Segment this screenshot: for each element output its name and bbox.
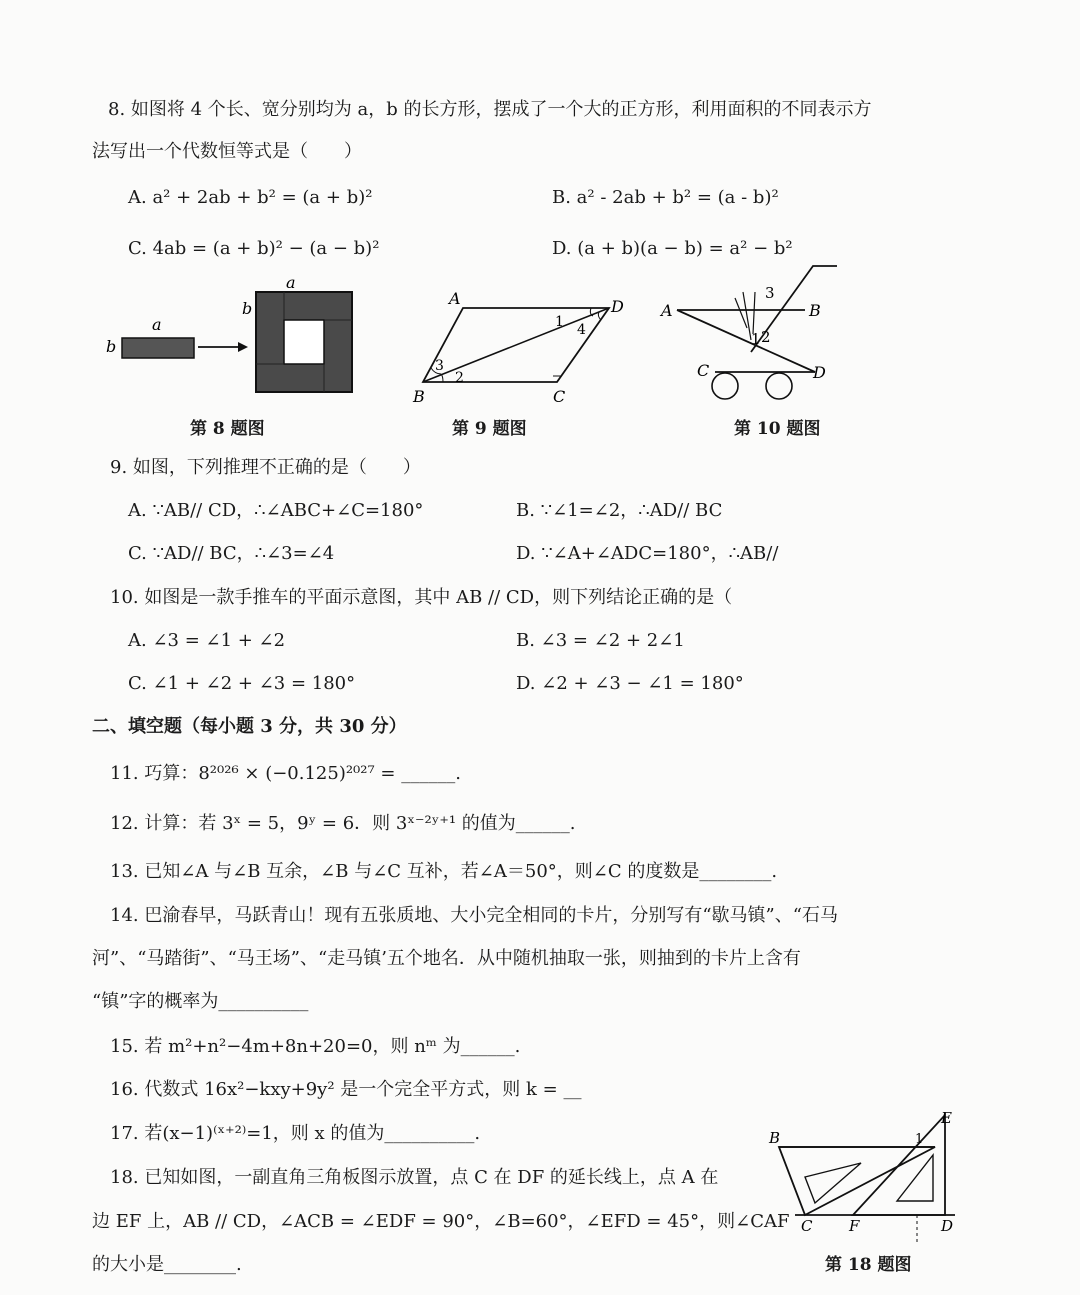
q18-line2: 边 EF 上，AB // CD，∠ACB = ∠EDF = 90°，∠B=60°，∠EFD = 45°，则∠CAF <box>92 1211 790 1232</box>
fig8-label-b-small: b <box>106 337 117 356</box>
fig18-label-e: E <box>941 1109 952 1127</box>
arrow-head-icon <box>238 342 248 352</box>
triangle-abc <box>779 1147 935 1215</box>
q10-option-b: B. ∠3 = ∠2 + 2∠1 <box>516 630 685 651</box>
diagonal-bd <box>423 308 609 382</box>
figure-9 <box>405 290 630 410</box>
inner-square-hole <box>284 320 324 364</box>
q16-text: 16. 代数式 16x²−kxy+9y² 是一个完全平方式，则 k = __ <box>110 1079 582 1100</box>
q14-line3: “镇”字的概率为__________ <box>92 991 309 1012</box>
fig9-caption: 第 9 题图 <box>452 419 527 439</box>
figure-10 <box>655 262 845 412</box>
fig10-label-b: B <box>809 301 821 320</box>
q8-option-a: A. a² + 2ab + b² = (a + b)² <box>128 187 373 208</box>
q9-stem: 9. 如图，下列推理不正确的是（ ） <box>110 457 421 478</box>
fig18-label-f: F <box>849 1217 860 1235</box>
right-wheel <box>766 373 792 399</box>
section-2-title: 二、填空题（每小题 3 分，共 30 分） <box>92 716 407 737</box>
q15-text: 15. 若 m²+n²−4m+8n+20=0，则 nᵐ 为______. <box>110 1036 521 1057</box>
q9-option-d: D. ∵∠A+∠ADC=180°，∴AB// <box>516 543 779 564</box>
inner-cutout-abc <box>805 1163 861 1203</box>
figure-8 <box>100 270 370 410</box>
q10-stem: 10. 如图是一款手推车的平面示意图，其中 AB // CD，则下列结论正确的是（ <box>110 587 733 608</box>
q8-stem-line1: 8. 如图将 4 个长、宽分别均为 a，b 的长方形，摆成了一个大的正方形，利用面积的不同表示方 <box>108 99 872 120</box>
fig18-label-d: D <box>941 1217 954 1235</box>
fig18-label-c: C <box>801 1217 813 1235</box>
q8-option-c: C. 4ab = (a + b)² − (a − b)² <box>128 238 380 259</box>
fig9-angle-4: 4 <box>577 322 586 338</box>
fig9-label-c: C <box>553 387 566 406</box>
q10-option-a: A. ∠3 = ∠1 + ∠2 <box>128 630 286 651</box>
fig8-label-b-big: b <box>242 299 253 318</box>
small-rectangle <box>122 338 194 358</box>
fig8-caption: 第 8 题图 <box>190 419 265 439</box>
fig18-angle-1: 1 <box>915 1132 924 1147</box>
q9-option-c: C. ∵AD// BC，∴∠3=∠4 <box>128 543 335 564</box>
q12-text: 12. 计算：若 3ˣ = 5，9ʸ = 6．则 3ˣ⁻²ʸ⁺¹ 的值为______. <box>110 813 576 834</box>
fig9-label-a: A <box>449 290 461 308</box>
fig10-label-a: A <box>661 301 673 320</box>
fig10-label-c: C <box>697 361 710 380</box>
fig9-angle-3: 3 <box>435 358 444 374</box>
fig10-angle-3: 3 <box>765 284 775 302</box>
fig8-label-a-small: a <box>152 315 162 334</box>
q8-stem-line2: 法写出一个代数恒等式是（ ） <box>92 141 362 162</box>
fig10-angle-2: 2 <box>761 328 771 346</box>
q13-text: 13. 已知∠A 与∠B 互余，∠B 与∠C 互补，若∠A＝50°，则∠C 的度数是________. <box>110 861 778 882</box>
fig9-label-d: D <box>611 297 624 316</box>
fig18-caption: 第 18 题图 <box>825 1255 912 1275</box>
fig8-label-a-big: a <box>286 273 296 292</box>
triangle-def <box>853 1115 945 1215</box>
q17-text: 17. 若(x−1)⁽ˣ⁺²⁾=1，则 x 的值为__________. <box>110 1123 481 1144</box>
fig10-caption: 第 10 题图 <box>734 419 821 439</box>
q10-option-c: C. ∠1 + ∠2 + ∠3 = 180° <box>128 673 356 694</box>
fig10-angle-1: 1 <box>751 330 761 348</box>
q14-line2: 河”、“马踏街”、“马王场”、“走马镇’五个地名．从中随机抽取一张，则抽到的卡片上含有 <box>92 948 801 969</box>
fig9-angle-2: 2 <box>455 370 464 386</box>
q11-text: 11. 巧算：8²⁰²⁶ × (−0.125)²⁰²⁷ = ______. <box>110 763 461 784</box>
q18-line3: 的大小是________. <box>92 1254 242 1275</box>
left-wheel <box>712 373 738 399</box>
q14-line1: 14. 巴渝春早，马跃青山！现有五张质地、大小完全相同的卡片，分别写有“歇马镇”、“石马 <box>110 905 838 926</box>
q9-option-a: A. ∵AB// CD，∴∠ABC+∠C=180° <box>128 500 424 521</box>
q8-option-b: B. a² - 2ab + b² = (a - b)² <box>552 187 779 208</box>
q10-option-d: D. ∠2 + ∠3 − ∠1 = 180° <box>516 673 744 694</box>
fig9-angle-1: 1 <box>555 314 564 330</box>
q18-line1: 18. 已知如图，一副直角三角板图示放置，点 C 在 DF 的延长线上，点 A 在 <box>110 1167 719 1188</box>
figure-18 <box>765 1105 965 1250</box>
q8-option-d: D. (a + b)(a − b) = a² − b² <box>552 238 793 259</box>
fig9-label-b: B <box>413 387 425 406</box>
q9-option-b: B. ∵∠1=∠2，∴AD// BC <box>516 500 723 521</box>
fig10-label-d: D <box>813 363 826 382</box>
fig18-label-b: B <box>769 1129 781 1147</box>
